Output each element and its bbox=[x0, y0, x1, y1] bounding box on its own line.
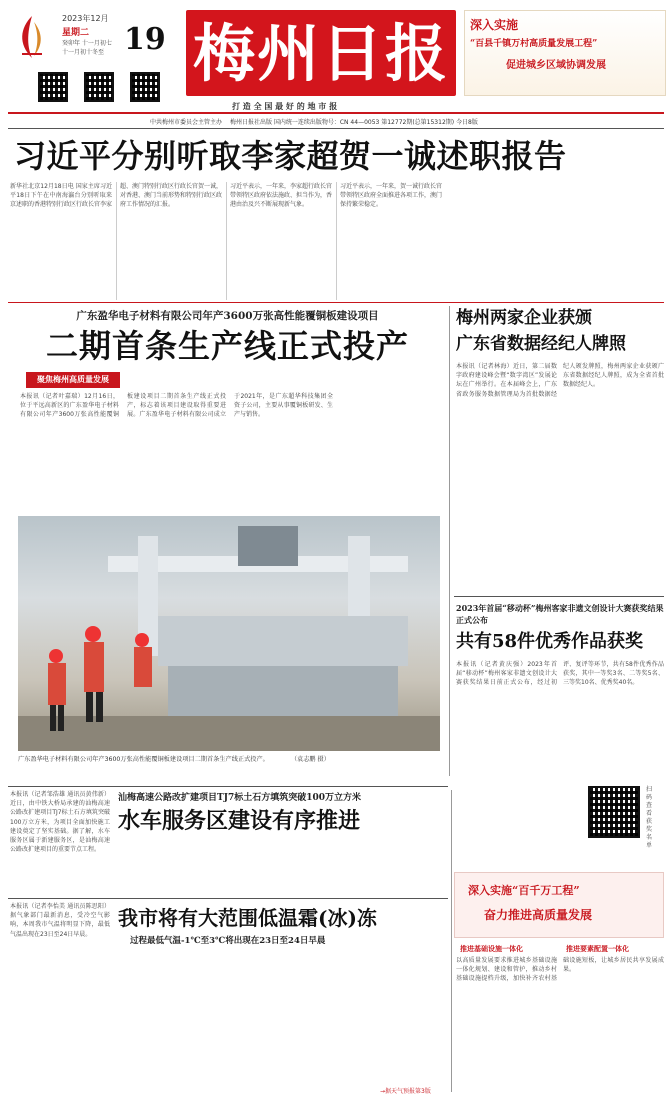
promo-bot: 促进城乡区域协调发展 bbox=[506, 60, 606, 71]
newspaper-title-text: 梅州日报 bbox=[192, 17, 449, 90]
lead-body: 本报讯（记者叶嘉瑞）12月16日，位于平远高新区的广东盈华电子材料有限公司年产3600万张高性能覆铜板建设项目二期首条生产线正式投产，标志着该项目建设取得重要进展。广东盈华电子材料有限公司成立于2021年，是广东超华科技集团全资子公司，主要从事覆铜板研发、生产与销售。 bbox=[20, 393, 333, 419]
award-body: 本报讯（记者黄庆强）2023年首届“移动杯”梅州客家非遗文创设计大赛获奖结果日前正式公布，经过初评、复评等环节，共有58件优秀作品获奖，其中一等奖3名、二等奖5名、三等奖10名、优秀奖40名。 bbox=[456, 661, 664, 687]
column-promo-1: 深入实施“百千万工程” bbox=[468, 884, 580, 897]
lead-badge: 聚焦梅州高质量发展 bbox=[26, 372, 120, 388]
award-title: 共有58件优秀作品获奖 bbox=[456, 631, 644, 652]
right-title-1: 梅州两家企业获颁 bbox=[456, 308, 592, 328]
road-kicker: 汕梅高速公路改扩建项目TJ7标土石方填筑突破100万立方米 bbox=[118, 793, 362, 803]
column-left-title: 推进基础设施一体化 bbox=[460, 944, 523, 953]
qr-caption: 扫码查看获奖名单 bbox=[646, 786, 653, 849]
lead-title: 二期首条生产线正式投产 bbox=[45, 327, 409, 365]
solar-term: 十一月初十冬至 bbox=[62, 49, 105, 56]
weekday: 星期二 bbox=[62, 28, 90, 38]
column-promo-2: 奋力推进高质量发展 bbox=[484, 908, 593, 922]
award-qr-code-icon[interactable] bbox=[588, 786, 640, 838]
publisher-info bbox=[150, 117, 650, 126]
caption-credit: （袁志鹏 摄） bbox=[290, 756, 330, 763]
masthead bbox=[0, 0, 672, 118]
headline-para-1: 新华社北京12月18日电 国家主席习近平18日下午在中南海瀛台分别听取来京述职的香港特别行政区行政长官李家超、澳门特别行政区行政长官贺一诚，对香港、澳门当前形势和特别行政区政府工作情况的汇报。 bbox=[10, 183, 223, 209]
right-body: 本报讯（记者林海）近日，第二届数字政府建设峰会暨“数字湾区”发展论坛在广州举行。在本届峰会上，广东省政务服务数据管理局为首批数据经纪人颁发牌照，梅州两家企业获颁广东省数据经纪人牌照，成为全省首批数据经纪人。 bbox=[456, 363, 664, 398]
slogan: 打 造 全 国 最 好 的 地 市 报 bbox=[232, 102, 338, 111]
publisher: 中共梅州市委员会主管主办 bbox=[150, 119, 223, 126]
right-title-2: 广东省数据经纪人牌照 bbox=[456, 334, 626, 354]
lunar-date: 癸卯年 十一月初七 bbox=[62, 40, 112, 47]
caption-text: 广东盈华电子材料有限公司年产3600万张高性能覆铜板建设项目二期首条生产线正式投产。 bbox=[18, 756, 269, 763]
date-line: 2023年12月 bbox=[62, 14, 109, 23]
road-body: 本报讯（记者邹浩雄 通讯员黄伟新）近日，由中铁大桥局承建的汕梅高速公路改扩建项目TJ7标土石方填筑突破100万立方米，为项目全面加快施工建设奠定了坚实基础。据了解，水车服务区属于新建服务区，是汕梅高速公路改扩建项目的重要节点工程。 bbox=[10, 791, 110, 854]
promo-mid: “百县千镇万村高质量发展工程” bbox=[470, 39, 598, 49]
headline-body bbox=[10, 182, 662, 300]
award-kicker: 2023年首届“移动杯”梅州客家非遗文创设计大赛获奖结果正式公布 bbox=[456, 603, 664, 625]
logo-emblem bbox=[12, 14, 52, 60]
promo-top: 深入实施 bbox=[470, 18, 519, 32]
lead-story bbox=[10, 306, 445, 784]
award-body-cont bbox=[456, 786, 582, 846]
road-body-2 bbox=[118, 842, 448, 896]
issue-info: 梅州日报社出版 国内统一连续出版物号：CN 44—0053 第12772期(总第15312期) 今日8版 bbox=[229, 119, 478, 126]
headline-para-3: 习近平表示，一年来，贺一诚行政长官带领特区政府全面推进各项工作，澳门保持繁荣稳定。 bbox=[340, 183, 443, 209]
factory-photo bbox=[18, 516, 440, 751]
headline-title: 习近平分别听取李家超贺一诚述职报告 bbox=[14, 137, 567, 175]
qr-code-icon[interactable] bbox=[130, 72, 160, 102]
road-title: 水车服务区建设有序推进 bbox=[118, 808, 361, 834]
weather-title: 我市将有大范围低温霜(冰)冻 bbox=[118, 906, 377, 930]
column-right-title: 推进要素配置一体化 bbox=[566, 944, 629, 953]
photo-caption bbox=[18, 754, 440, 763]
qr-code-icon[interactable] bbox=[38, 72, 68, 102]
weather-body-2 bbox=[118, 950, 448, 1086]
day-number: 19 bbox=[124, 22, 166, 57]
weather-subtitle: 过程最低气温-1℃至3℃将出现在23日至24日早晨 bbox=[130, 936, 326, 946]
weather-jump-link[interactable]: →据天气预报第3版 bbox=[380, 1088, 431, 1095]
weather-body: 本报讯（记者李怡美 通讯员陈思阳）据气象部门最新消息，受冷空气影响，本周我市气温将明显下降，最低气温出现在23日至24日早晨。 bbox=[10, 903, 110, 938]
lead-kicker: 广东盈华电子材料有限公司年产3600万张高性能覆铜板建设项目 bbox=[76, 310, 379, 322]
headline-para-2: 习近平表示，一年来，李家超行政长官带领特区政府依法施政、担当作为，香港由治及兴不断展现新气象。 bbox=[230, 183, 333, 209]
column-body: 以高质量发展要求推进城乡基础设施一体化规划、建设和管护，推动乡村基础设施提档升级，加快补齐农村基础设施短板，让城乡居民共享发展成果。 bbox=[456, 957, 664, 983]
qr-code-icon[interactable] bbox=[84, 72, 114, 102]
